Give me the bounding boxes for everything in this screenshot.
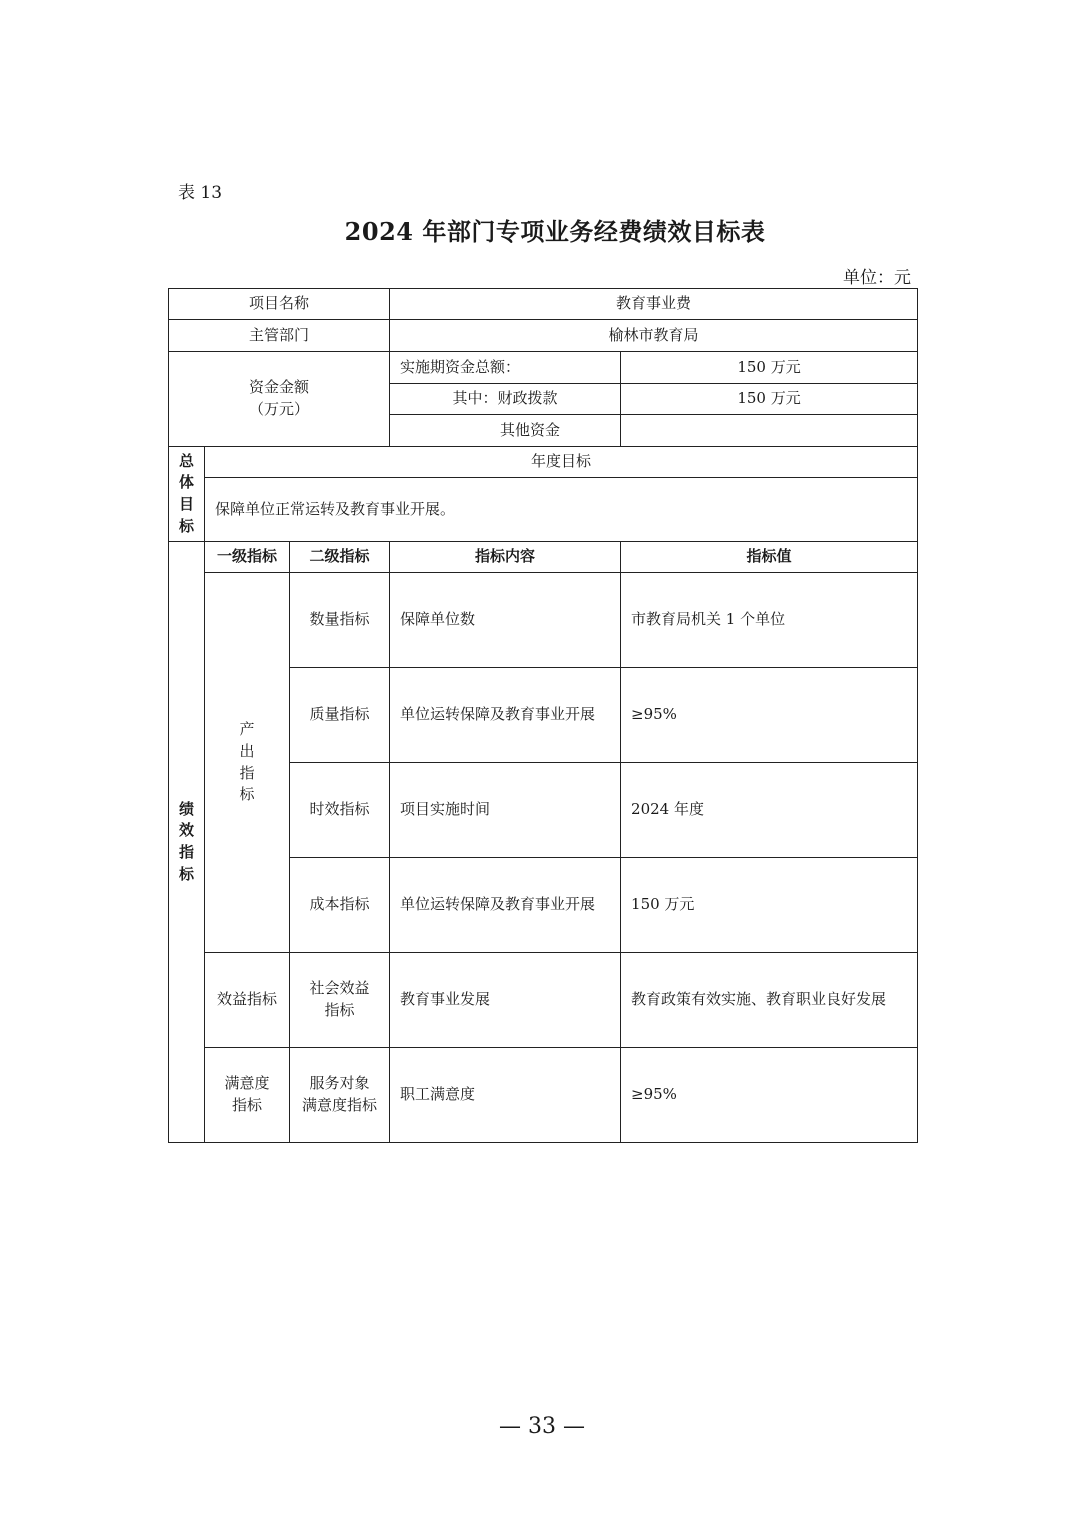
funds-total-row (169, 352, 918, 384)
header-value: 指标值 (621, 542, 918, 573)
funds-other-label: 其他资金 (390, 415, 621, 447)
social-benefit-label: 社会效益 指标 (290, 953, 390, 1048)
quantity-indicator-content: 保障单位数 (390, 573, 621, 668)
cost-indicator-value: 150 万元 (621, 858, 918, 953)
funds-fiscal-label: 其中：财政拨款 (390, 384, 621, 415)
project-name-value: 教育事业费 (390, 289, 918, 320)
overall-goal-text-row (169, 478, 918, 542)
quantity-indicator-label: 数量指标 (290, 573, 390, 668)
benefit-value: 教育政策有效实施、教育职业良好发展 (621, 953, 918, 1048)
benefit-indicator-label: 效益指标 (205, 953, 290, 1048)
header-level1: 一级指标 (205, 542, 290, 573)
department-value: 榆林市教育局 (390, 320, 918, 352)
output-indicator-label: 产 出 指 标 (205, 573, 290, 953)
quality-indicator-label: 质量指标 (290, 668, 390, 763)
timeliness-indicator-value: 2024 年度 (621, 763, 918, 858)
overall-goal-side-label: 总 体 目 标 (169, 447, 205, 542)
funds-label-cell (169, 352, 390, 447)
header-content: 指标内容 (390, 542, 621, 573)
cost-indicator-content: 单位运转保障及教育事业开展 (390, 858, 621, 953)
table-label: 表 13 (178, 183, 223, 203)
page-number: — 33 — (499, 1414, 585, 1439)
header-level2: 二级指标 (290, 542, 390, 573)
service-satisfaction-label: 服务对象 满意度指标 (290, 1048, 390, 1143)
funds-unit-label: （万元） (249, 400, 310, 418)
benefit-content: 教育事业发展 (390, 953, 621, 1048)
satisfaction-indicator-label: 满意度 指标 (205, 1048, 290, 1143)
indicator-header-row (169, 542, 918, 573)
benefit-row (169, 953, 918, 1048)
unit-label: 单位：元 (843, 268, 911, 288)
annual-goal-text: 保障单位正常运转及教育事业开展。 (205, 478, 918, 542)
department-row (169, 320, 918, 352)
funds-total-label: 实施期资金总额： (390, 352, 621, 384)
output-row-quantity (169, 573, 918, 668)
cost-indicator-label: 成本指标 (290, 858, 390, 953)
project-name-row (169, 289, 918, 320)
funds-total-value: 150 万元 (621, 352, 918, 384)
quality-indicator-value: ≥95% (621, 668, 918, 763)
satisfaction-value: ≥95% (621, 1048, 918, 1143)
performance-target-table (168, 288, 918, 1143)
department-label: 主管部门 (169, 320, 390, 352)
overall-goal-header-row (169, 447, 918, 478)
funds-label: 资金金额 (249, 378, 310, 397)
timeliness-indicator-content: 项目实施时间 (390, 763, 621, 858)
performance-side-label: 绩 效 指 标 (169, 542, 205, 1143)
satisfaction-content: 职工满意度 (390, 1048, 621, 1143)
document-title: 2024 年部门专项业务经费绩效目标表 (344, 217, 766, 246)
annual-goal-header: 年度目标 (205, 447, 918, 478)
project-name-label: 项目名称 (169, 289, 390, 320)
satisfaction-row (169, 1048, 918, 1143)
timeliness-indicator-label: 时效指标 (290, 763, 390, 858)
quality-indicator-content: 单位运转保障及教育事业开展 (390, 668, 621, 763)
quantity-indicator-value: 市教育局机关 1 个单位 (621, 573, 918, 668)
funds-other-value (621, 415, 918, 447)
funds-fiscal-value: 150 万元 (621, 384, 918, 415)
